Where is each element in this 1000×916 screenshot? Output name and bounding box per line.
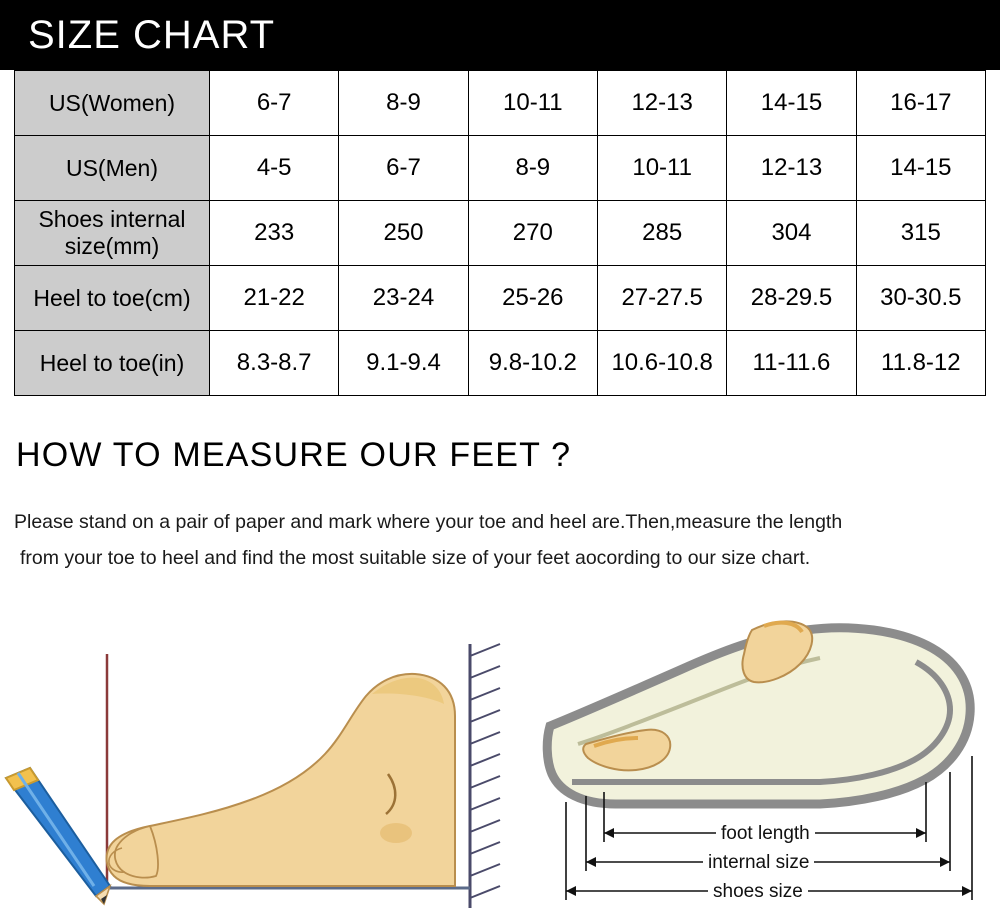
table-cell: 28-29.5: [727, 266, 856, 331]
table-cell: 12-13: [727, 136, 856, 201]
table-cell: 270: [468, 201, 597, 266]
table-cell: 14-15: [727, 71, 856, 136]
table-cell: 233: [210, 201, 339, 266]
row-header-line1: Shoes internal: [38, 206, 186, 232]
table-cell: 8-9: [468, 136, 597, 201]
foot-shape: [107, 674, 455, 886]
row-header-us-men: US(Men): [15, 136, 210, 201]
foot-diagram-svg: [0, 596, 520, 911]
row-header-line2: size(mm): [64, 233, 160, 259]
wall-hatching: [470, 644, 500, 898]
table-cell: 315: [856, 201, 985, 266]
page-title: SIZE CHART: [28, 13, 276, 57]
shoe-diagram-svg: [520, 596, 1000, 911]
size-chart-table-wrapper: [14, 70, 986, 396]
table-row: [15, 136, 986, 201]
table-cell: 21-22: [210, 266, 339, 331]
table-cell: 10-11: [468, 71, 597, 136]
table-cell: 250: [339, 201, 468, 266]
howto-line-1: Please stand on a pair of paper and mark where your toe and heel are.Then,measure the length: [14, 511, 843, 533]
table-cell: 16-17: [856, 71, 985, 136]
howto-line-2: from your toe to heel and find the most suitable size of your feet aocording to our size chart.: [20, 547, 811, 569]
big-toe: [115, 826, 158, 878]
table-cell: 8.3-8.7: [210, 331, 339, 396]
table-cell: 10-11: [597, 136, 726, 201]
table-cell: 12-13: [597, 71, 726, 136]
table-cell: 10.6-10.8: [597, 331, 726, 396]
size-chart-table: [14, 70, 986, 396]
table-row: [15, 266, 986, 331]
table-cell: 27-27.5: [597, 266, 726, 331]
table-cell: 14-15: [856, 136, 985, 201]
table-cell: 11-11.6: [727, 331, 856, 396]
table-cell: 285: [597, 201, 726, 266]
pencil-icon: [6, 768, 110, 904]
table-cell: 9.1-9.4: [339, 331, 468, 396]
table-row: [15, 71, 986, 136]
howto-instructions: [14, 504, 1000, 576]
shoe-measurement-illustration: [520, 596, 1000, 911]
heel-shading: [380, 823, 412, 843]
row-header-heel-to-toe-cm: Heel to toe(cm): [15, 266, 210, 331]
table-row: [15, 331, 986, 396]
row-header-heel-to-toe-in: Heel to toe(in): [15, 331, 210, 396]
table-cell: 6-7: [210, 71, 339, 136]
illustration-area: [0, 596, 1000, 911]
table-cell: 6-7: [339, 136, 468, 201]
table-row: [15, 201, 986, 266]
table-cell: 4-5: [210, 136, 339, 201]
table-cell: 30-30.5: [856, 266, 985, 331]
row-header-us-women: US(Women): [15, 71, 210, 136]
table-cell: 25-26: [468, 266, 597, 331]
table-cell: 23-24: [339, 266, 468, 331]
label-internal-size: internal size: [703, 852, 814, 874]
table-cell: 9.8-10.2: [468, 331, 597, 396]
row-header-shoes-internal-size: [15, 201, 210, 266]
size-chart-header: [0, 0, 1000, 70]
foot-measuring-illustration: [0, 596, 520, 911]
table-cell: 11.8-12: [856, 331, 985, 396]
label-foot-length: foot length: [716, 823, 815, 845]
label-shoes-size: shoes size: [708, 881, 808, 903]
table-cell: 8-9: [339, 71, 468, 136]
howto-heading: HOW TO MEASURE OUR FEET ?: [16, 436, 572, 474]
table-cell: 304: [727, 201, 856, 266]
